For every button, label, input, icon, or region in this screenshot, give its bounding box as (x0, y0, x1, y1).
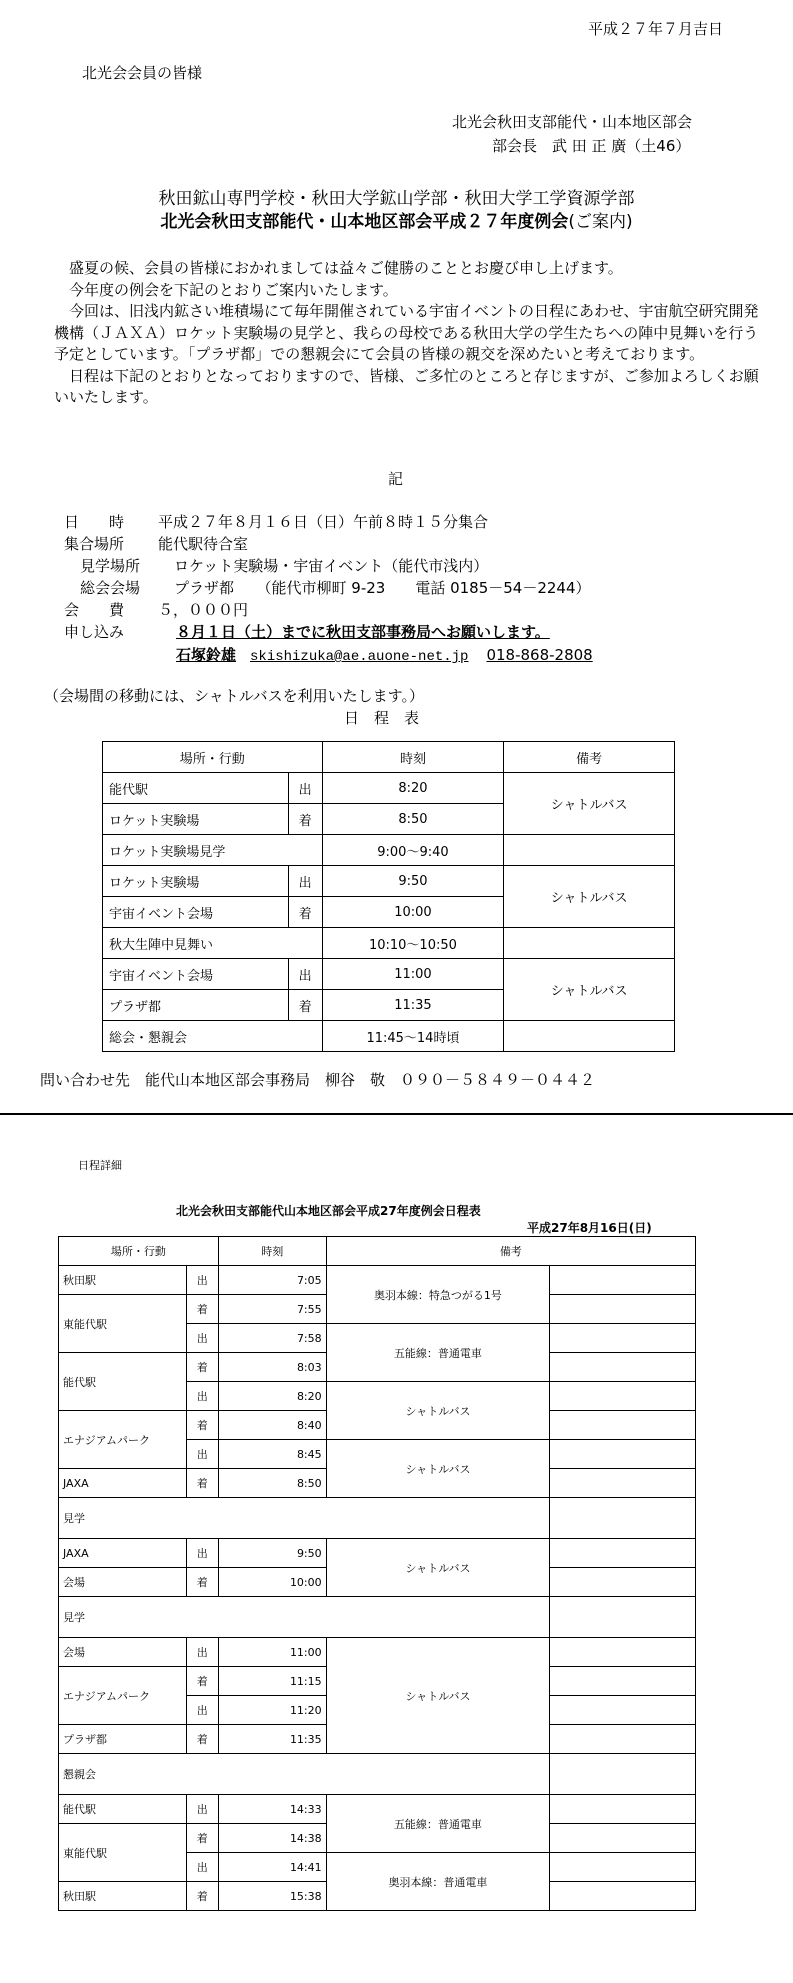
row-act: 出 (186, 1696, 218, 1725)
row-act: 出 (186, 1266, 218, 1295)
row-extra (550, 1295, 696, 1324)
row-note: 奥羽本線：特急つがる1号 (326, 1266, 550, 1324)
row-time: 11:20 (218, 1696, 326, 1725)
page-divider (0, 1113, 793, 1115)
row-act: 出 (186, 1539, 218, 1568)
row-extra (550, 1469, 696, 1498)
apply-label: 申し込み (64, 623, 125, 641)
row-time: 14:33 (218, 1795, 326, 1824)
fee-value: ５，０００円 (158, 601, 249, 619)
row-extra (550, 1539, 696, 1568)
table-row (59, 1597, 696, 1638)
row-time: 8:50 (322, 804, 504, 835)
row-place: 能代駅 (59, 1795, 187, 1824)
row-extra (550, 1411, 696, 1440)
row-extra (550, 1824, 696, 1853)
row-activity: 見学 (59, 1498, 550, 1539)
row-place: エナジアムパーク (59, 1667, 187, 1725)
row-extra (550, 1353, 696, 1382)
row-place: ロケット実験場見学 (103, 835, 323, 866)
title-main: 北光会秋田支部能代・山本地区部会平成２７年度例会 (160, 212, 569, 232)
header-place: 場所・行動 (103, 742, 323, 773)
row-place: 能代駅 (103, 773, 289, 804)
row-place: プラザ都 (59, 1725, 187, 1754)
row-note-empty (504, 928, 675, 959)
body-closing: 日程は下記のとおりとなっておりますので、皆様、ご多忙のところと存じますが、ご参加よろしくお願いいたします。 (54, 366, 759, 406)
row-act: 出 (288, 773, 322, 804)
body-plan: 今回は、旧浅内鉱さい堆積場にて毎年開催されている宇宙イベントの日程にあわせ、宇宙航空研究開発機構（ＪＡＸＡ）ロケット実験場の見学と、我らの母校である秋田大学の学生たちへの陣中見舞いを行う予定としています。「プラザ都」での懇親会にて会員の皆様の親交を深めたいと考えております。 (54, 302, 759, 363)
row-act: 出 (288, 959, 322, 990)
row-note: シャトルバス (326, 1382, 550, 1440)
row-extra (550, 1754, 696, 1795)
row-place: 会場 (59, 1638, 187, 1667)
row-time: 11:15 (218, 1667, 326, 1696)
row-place: プラザ都 (103, 990, 289, 1021)
row-time: 8:20 (322, 773, 504, 804)
row-extra (550, 1266, 696, 1295)
table-row (59, 1795, 696, 1824)
row-time: 11:35 (322, 990, 504, 1021)
row-time: 11:35 (218, 1725, 326, 1754)
header-time: 時刻 (218, 1237, 326, 1266)
meeting-value: 能代駅待合室 (158, 535, 249, 553)
sender-org: 北光会秋田支部能代・山本地区部会 (452, 113, 693, 131)
row-note: シャトルバス (504, 959, 675, 1021)
row-activity: 懇親会 (59, 1754, 550, 1795)
row-place: 東能代駅 (59, 1824, 187, 1882)
venue-value: プラザ都 （能代市柳町 9-23 電話 0185－54－2244） (174, 579, 591, 597)
schedule-table (102, 741, 675, 1052)
row-place: 宇宙イベント会場 (103, 959, 289, 990)
title-line2 (0, 207, 793, 232)
row-time: 11:00 (218, 1638, 326, 1667)
row-act: 着 (186, 1411, 218, 1440)
row-extra (550, 1440, 696, 1469)
row-activity: 見学 (59, 1597, 550, 1638)
row-note: 奥羽本線：普通電車 (326, 1853, 550, 1911)
row-time: 10:00 (322, 897, 504, 928)
row-time: 11:00 (322, 959, 504, 990)
row-place: 能代駅 (59, 1353, 187, 1411)
row-place: 秋大生陣中見舞い (103, 928, 323, 959)
sender-name: 部会長 武 田 正 廣（土46） (492, 137, 691, 155)
body-greeting: 盛夏の候、会員の皆様におかれましては益々ご健勝のこととお慶び申し上げます。 (69, 259, 623, 277)
contact-email[interactable]: skishizuka@ae.auone-net.jp (250, 649, 469, 665)
row-extra (550, 1667, 696, 1696)
contact-line (176, 644, 593, 665)
row-act: 着 (288, 804, 322, 835)
row-extra (550, 1795, 696, 1824)
row-time: 9:00～9:40 (322, 835, 504, 866)
table-row (59, 1266, 696, 1295)
row-act: 着 (186, 1568, 218, 1597)
row-act: 着 (186, 1725, 218, 1754)
row-time: 15:38 (218, 1882, 326, 1911)
meeting-label: 集合場所 (64, 535, 125, 553)
table-row (59, 1539, 696, 1568)
row-note: シャトルバス (326, 1539, 550, 1597)
row-act: 出 (186, 1853, 218, 1882)
inquiry: 問い合わせ先 能代山本地区部会事務局 柳谷 敬 ０９０－５８４９－０４４２ (40, 1071, 596, 1089)
detail-title: 北光会秋田支部能代山本地区部会平成27年度例会日程表 (176, 1204, 481, 1218)
row-note: 五能線：普通電車 (326, 1795, 550, 1853)
table-row (59, 1638, 696, 1667)
apply-value: ８月１日（土）までに秋田支部事務局へお願いします。 (176, 623, 550, 641)
header-place: 場所・行動 (59, 1237, 219, 1266)
row-time: 8:03 (218, 1353, 326, 1382)
detail-date: 平成27年8月16日(日) (527, 1221, 652, 1235)
row-place: JAXA (59, 1469, 187, 1498)
row-time: 14:41 (218, 1853, 326, 1882)
venue-label: 総会会場 (80, 579, 141, 597)
row-note: シャトルバス (504, 866, 675, 928)
row-place: 会場 (59, 1568, 187, 1597)
row-act: 出 (186, 1324, 218, 1353)
row-time: 10:10～10:50 (322, 928, 504, 959)
row-act: 着 (288, 990, 322, 1021)
row-time: 8:20 (218, 1382, 326, 1411)
row-time: 10:00 (218, 1568, 326, 1597)
row-place: 宇宙イベント会場 (103, 897, 289, 928)
row-place: 秋田駅 (59, 1882, 187, 1911)
header-note: 備考 (504, 742, 675, 773)
table-row (59, 1754, 696, 1795)
title-line1: 秋田鉱山専門学校・秋田大学鉱山学部・秋田大学工学資源学部 (158, 189, 635, 209)
row-place: 総会・懇親会 (103, 1021, 323, 1052)
row-extra (550, 1597, 696, 1638)
shuttle-note: （会場間の移動には、シャトルバスを利用いたします。） (44, 687, 424, 705)
row-extra (550, 1696, 696, 1725)
table-row (59, 1498, 696, 1539)
table-row (103, 959, 675, 990)
row-extra (550, 1568, 696, 1597)
contact-phone: 018-868-2808 (486, 646, 593, 664)
row-time: 9:50 (322, 866, 504, 897)
header-time: 時刻 (322, 742, 504, 773)
row-place: 秋田駅 (59, 1266, 187, 1295)
row-note: 五能線：普通電車 (326, 1324, 550, 1382)
schedule-title: 日 程 表 (344, 709, 420, 727)
row-act: 着 (186, 1295, 218, 1324)
title-paren: (ご案内) (568, 212, 633, 232)
row-place: ロケット実験場 (103, 866, 289, 897)
row-note: シャトルバス (326, 1638, 550, 1754)
row-note: シャトルバス (326, 1440, 550, 1498)
row-time: 11:45～14時頃 (322, 1021, 504, 1052)
row-extra (550, 1324, 696, 1353)
row-act: 着 (288, 897, 322, 928)
row-act: 出 (186, 1382, 218, 1411)
row-act: 着 (186, 1667, 218, 1696)
letter-body (54, 258, 759, 409)
row-act: 出 (186, 1638, 218, 1667)
letter-date: 平成２７年７月吉日 (588, 20, 724, 38)
row-time: 7:58 (218, 1324, 326, 1353)
row-extra (550, 1638, 696, 1667)
row-extra (550, 1382, 696, 1411)
row-place: JAXA (59, 1539, 187, 1568)
table-header-row (103, 742, 675, 773)
table-row (103, 773, 675, 804)
row-extra (550, 1498, 696, 1539)
table-row (103, 835, 675, 866)
row-time: 8:45 (218, 1440, 326, 1469)
tour-label: 見学場所 (80, 557, 141, 575)
row-extra (550, 1725, 696, 1754)
datetime-label: 日 時 (64, 513, 125, 531)
row-time: 14:38 (218, 1824, 326, 1853)
row-note: シャトルバス (504, 773, 675, 835)
header-note: 備考 (326, 1237, 695, 1266)
row-place: エナジアムパーク (59, 1411, 187, 1469)
detail-table (58, 1236, 696, 1911)
row-note-empty (504, 835, 675, 866)
table-row (103, 928, 675, 959)
datetime-value: 平成２７年８月１６日（日）午前８時１５分集合 (158, 513, 489, 531)
detail-heading: 日程詳細 (78, 1159, 122, 1172)
table-row (103, 866, 675, 897)
row-note-empty (504, 1021, 675, 1052)
fee-label: 会 費 (64, 601, 125, 619)
ki-mark: 記 (388, 470, 404, 488)
table-row (103, 1021, 675, 1052)
row-act: 出 (186, 1795, 218, 1824)
row-act: 着 (186, 1469, 218, 1498)
row-time: 8:50 (218, 1469, 326, 1498)
row-time: 7:05 (218, 1266, 326, 1295)
row-time: 9:50 (218, 1539, 326, 1568)
body-intro: 今年度の例会を下記のとおりご案内いたします。 (69, 280, 398, 299)
row-place: ロケット実験場 (103, 804, 289, 835)
tour-value: ロケット実験場・宇宙イベント（能代市浅内） (174, 557, 489, 575)
row-extra (550, 1882, 696, 1911)
row-act: 出 (186, 1440, 218, 1469)
addressee: 北光会会員の皆様 (82, 64, 203, 82)
row-place: 東能代駅 (59, 1295, 187, 1353)
row-time: 7:55 (218, 1295, 326, 1324)
row-act: 着 (186, 1824, 218, 1853)
row-act: 着 (186, 1882, 218, 1911)
contact-name: 石塚鈴雄 (176, 646, 237, 664)
row-time: 8:40 (218, 1411, 326, 1440)
row-act: 出 (288, 866, 322, 897)
row-act: 着 (186, 1353, 218, 1382)
table-header-row (59, 1237, 696, 1266)
row-extra (550, 1853, 696, 1882)
